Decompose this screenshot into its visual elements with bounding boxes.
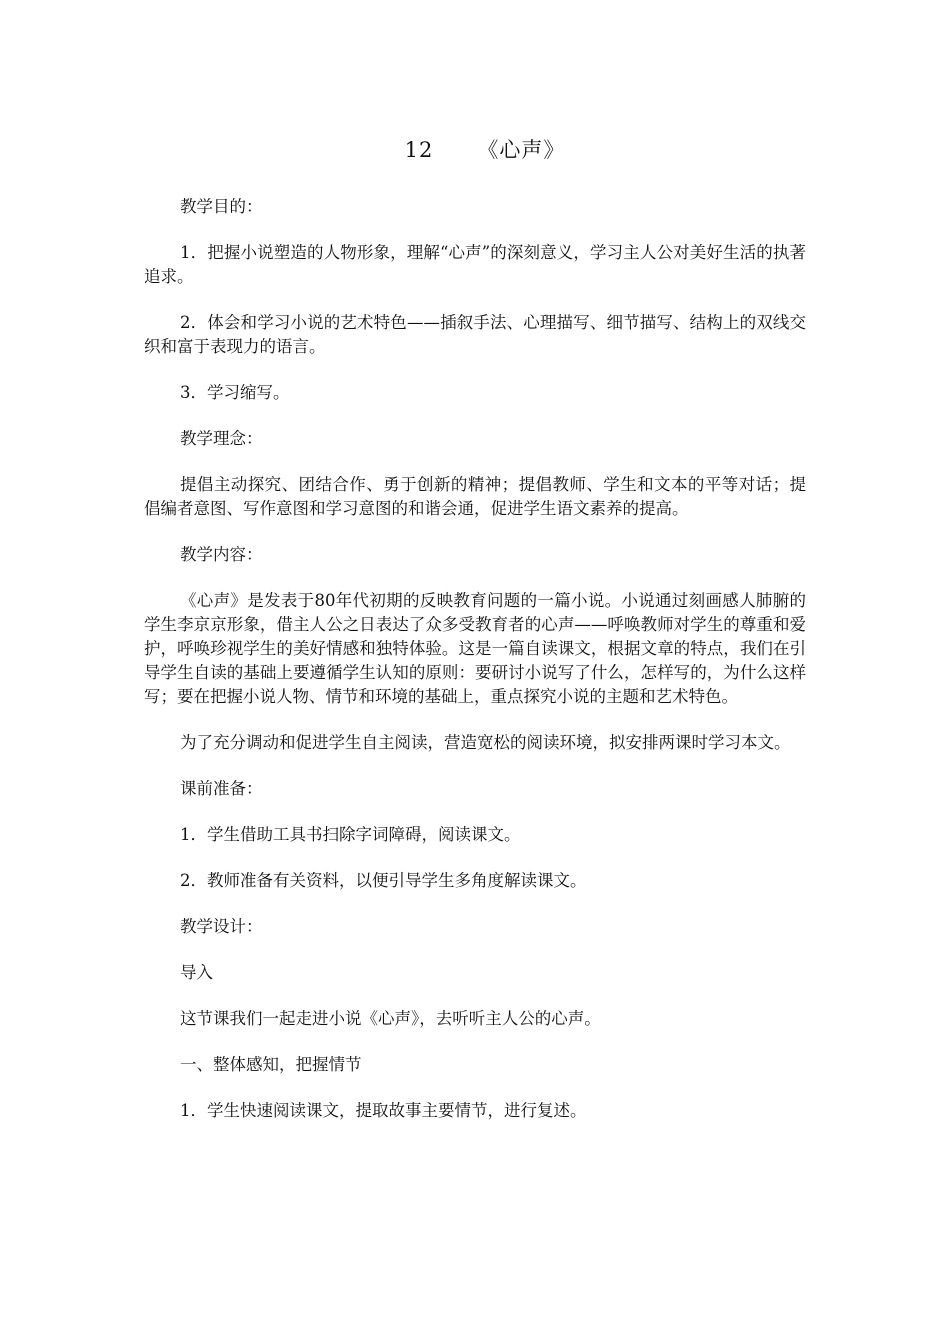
heading-teaching-goals: 教学目的：	[180, 197, 263, 216]
content-paragraph: 《心声》是发表于80年代初期的反映教育问题的一篇小说。小说通过刻画感人肺腑的学生李京京形象，借主人公之日表达了众多受教育者的心声——呼唤教师对学生的尊重和爱护，呼唤珍视学生的美好情感和独特体验。这是一篇自读课文，根据文章的特点，我们在引导学生自读的基础上要遵循学生认知的原则：要研讨小说写了什么，怎样写的，为什么这样写；要在把握小说人物、情节和环境的基础上，重点探究小说的主题和艺术特色。	[144, 591, 806, 706]
preparation-item-2: 2．教师准备有关资料，以便引导学生多角度解读课文。	[180, 871, 587, 890]
document-body	[144, 195, 806, 1145]
introduction-paragraph: 这节课我们一起走进小说《心声》，去听听主人公的心声。	[180, 1009, 601, 1028]
lesson-title: 《心声》	[477, 138, 566, 162]
goal-item-3: 3．学习缩写。	[180, 383, 290, 402]
goal-item-1: 1．把握小说塑造的人物形象，理解“心声”的深刻意义，学习主人公对美好生活的执著追求。	[144, 243, 806, 286]
heading-teaching-philosophy: 教学理念：	[180, 429, 263, 448]
schedule-paragraph: 为了充分调动和促进学生自主阅读，营造宽松的阅读环境，拟安排两课时学习本文。	[180, 733, 791, 752]
document-title	[0, 134, 950, 166]
preparation-item-1: 1．学生借助工具书扫除字词障碍，阅读课文。	[180, 825, 521, 844]
heading-teaching-content: 教学内容：	[180, 545, 263, 564]
lesson-number: 12	[404, 138, 434, 162]
heading-teaching-design: 教学设计：	[180, 917, 263, 936]
heading-preparation: 课前准备：	[180, 779, 263, 798]
heading-introduction: 导入	[180, 963, 213, 982]
goal-item-2: 2．体会和学习小说的艺术特色——插叙手法、心理描写、细节描写、结构上的双线交织和富于表现力的语言。	[144, 313, 806, 356]
section-1-item-1: 1．学生快速阅读课文，提取故事主要情节，进行复述。	[180, 1101, 587, 1120]
section-heading-1: 一、整体感知，把握情节	[180, 1055, 362, 1074]
philosophy-paragraph: 提倡主动探究、团结合作、勇于创新的精神；提倡教师、学生和文本的平等对话；提倡编者意图、写作意图和学习意图的和谐会通，促进学生语文素养的提高。	[144, 475, 806, 518]
